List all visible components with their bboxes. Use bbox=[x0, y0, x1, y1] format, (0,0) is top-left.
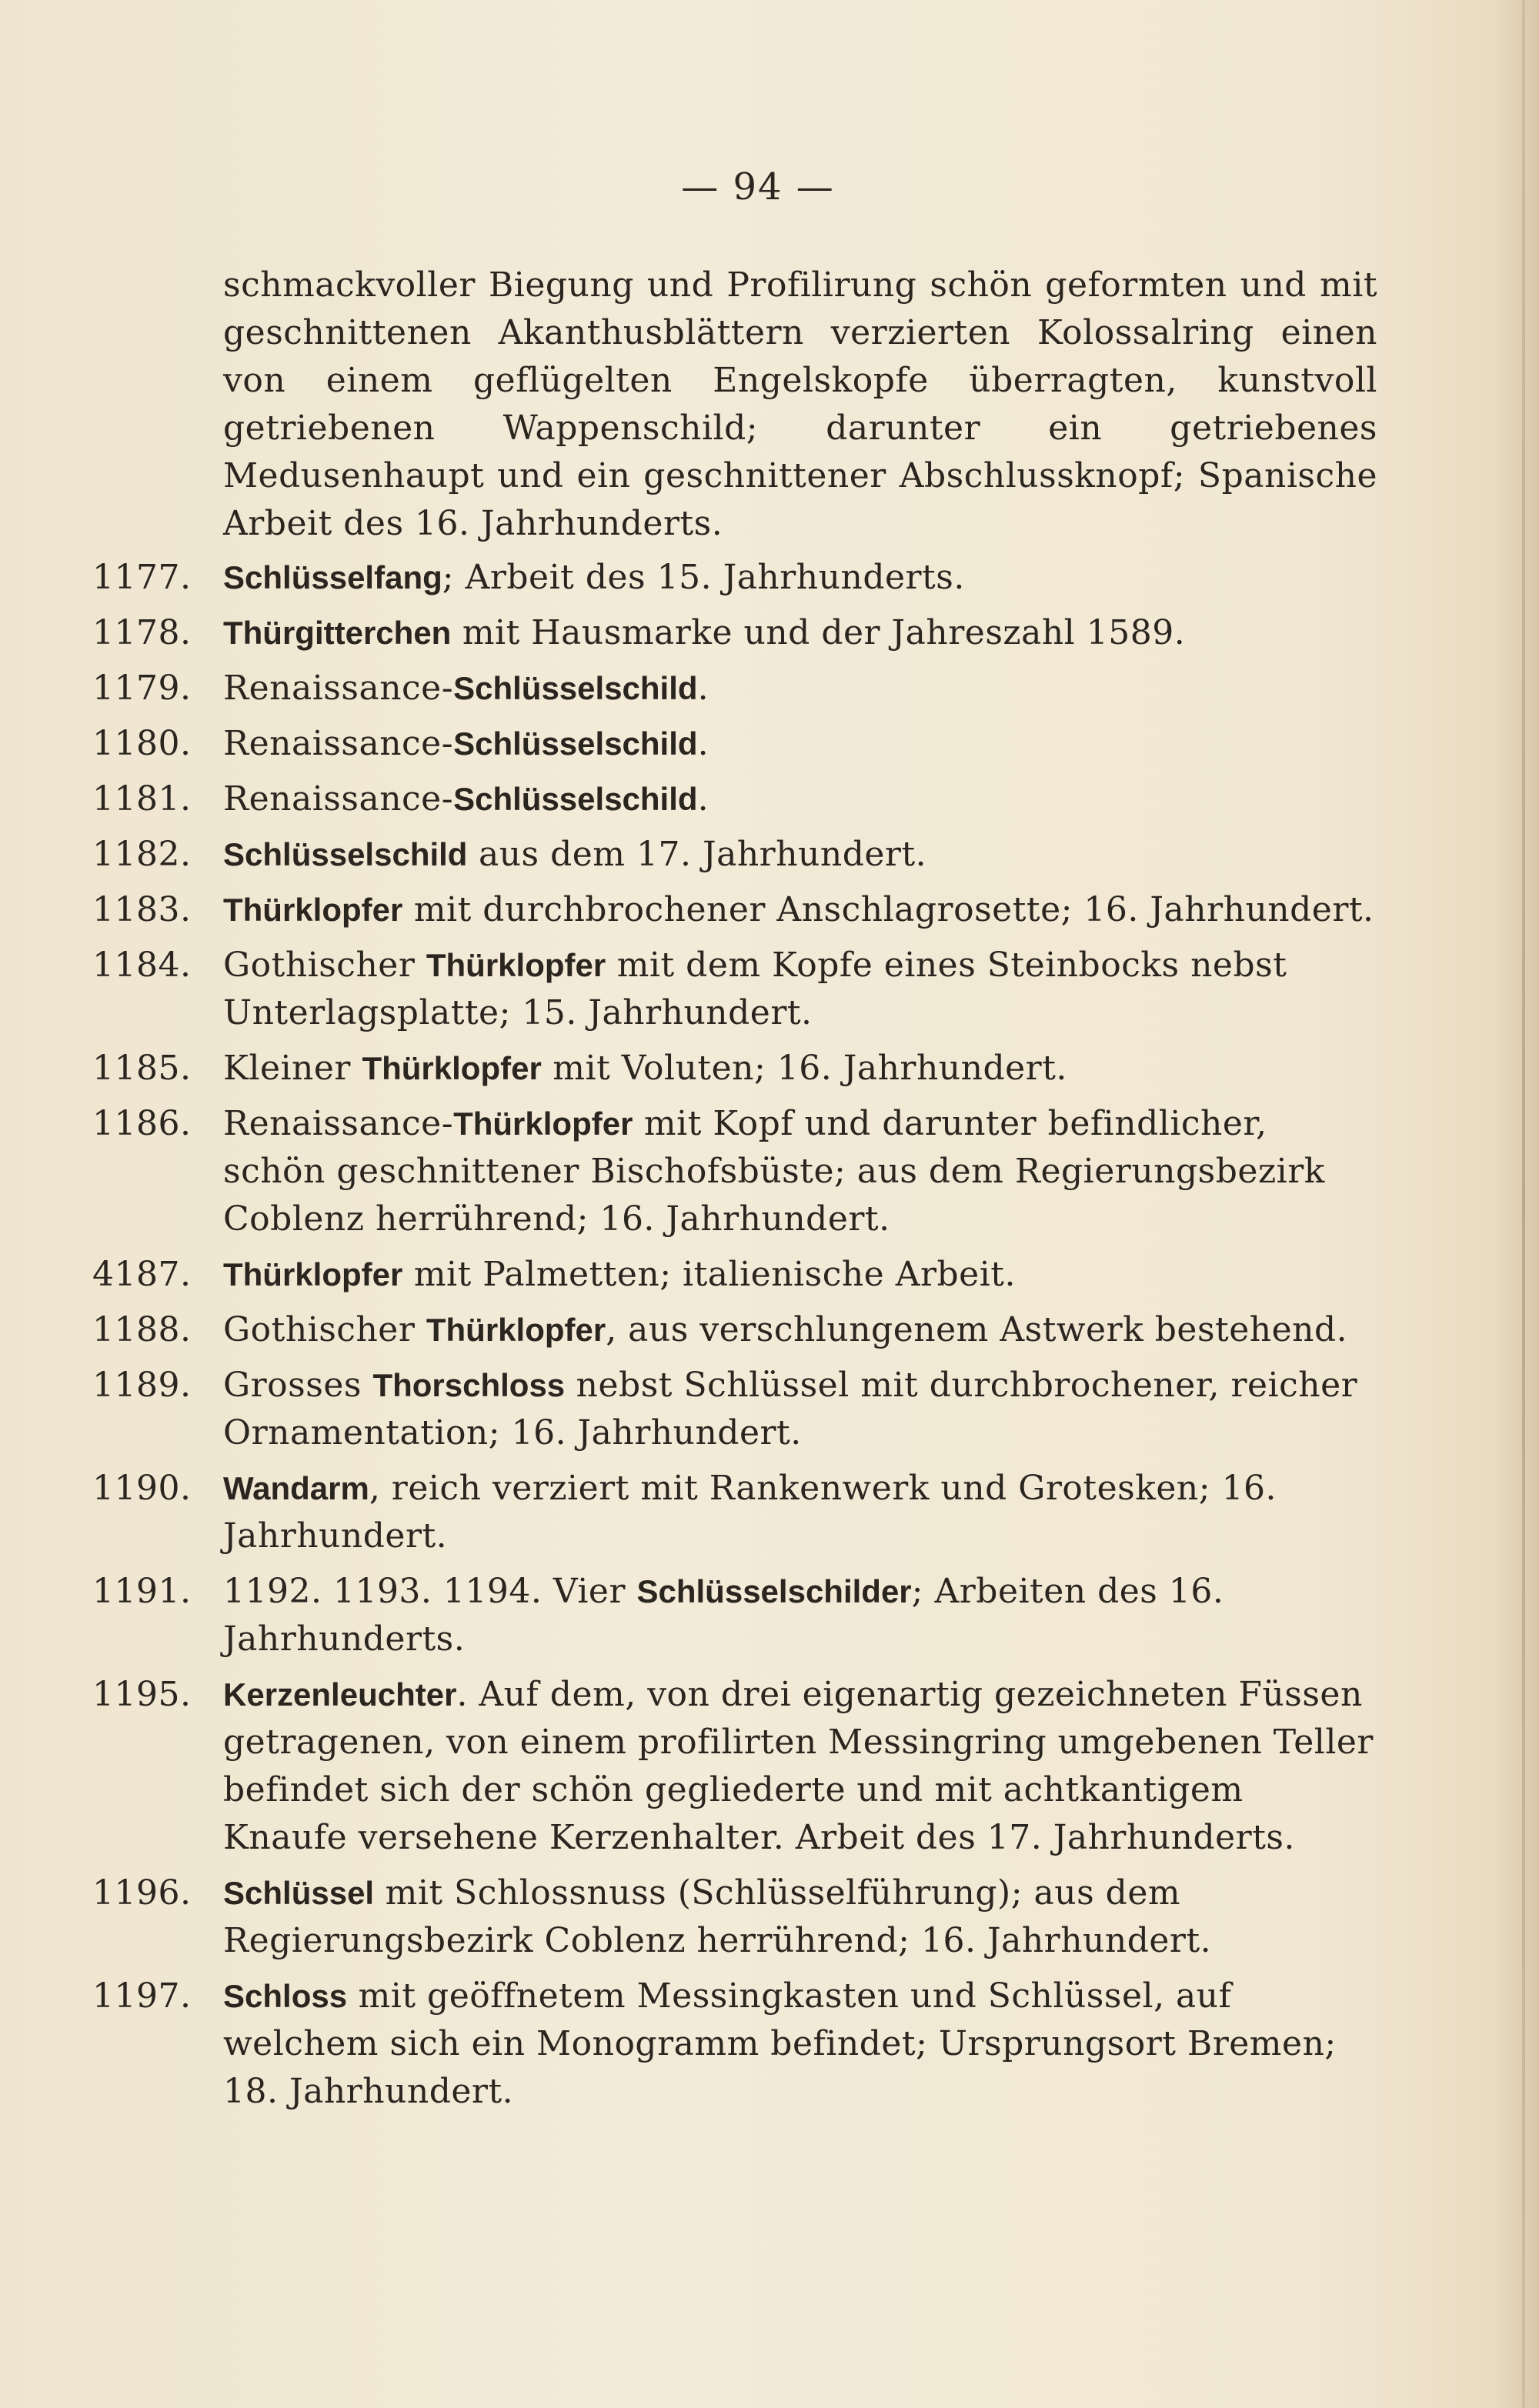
entry-text: mit geöffnetem Messingkasten und Schlüssel, auf welchem sich ein Monogramm befindet; Ursprungsort Bremen; 18. Jahrhundert. bbox=[223, 1976, 1337, 2111]
catalog-entry bbox=[92, 665, 1377, 712]
catalog-entry bbox=[92, 886, 1377, 934]
entry-keyword: Schlüsselfang bbox=[223, 559, 442, 595]
catalog-entry bbox=[92, 942, 1377, 1037]
entry-keyword: Schloss bbox=[223, 1978, 348, 2014]
entry-keyword: Thürklopfer bbox=[223, 1256, 403, 1292]
entry-number: 1190. bbox=[92, 1469, 192, 1508]
page-number: — 94 — bbox=[681, 165, 835, 208]
entry-text: , aus verschlungenem Astwerk bestehend. bbox=[606, 1310, 1348, 1349]
entry-text: ; Arbeit des 15. Jahrhunderts. bbox=[442, 558, 965, 597]
page-body bbox=[92, 262, 1377, 2123]
entry-number: 1182. bbox=[92, 835, 192, 874]
catalog-entry bbox=[92, 1568, 1377, 1663]
entry-number: 4187. bbox=[92, 1255, 192, 1294]
entry-prefix: Renaissance- bbox=[223, 1104, 454, 1143]
entry-keyword: Thürklopfer bbox=[362, 1050, 542, 1086]
entry-number: 1195. bbox=[92, 1675, 192, 1714]
catalog-entry bbox=[92, 1045, 1377, 1092]
continued-paragraph: schmackvoller Biegung und Profilirung schön geformten und mit geschnittenen Akanthusblättern verzierten Kolossalring einen von einem geflügelten Engelskopfe überragten, kunstvoll getriebenen Wappenschild; darunter ein getriebenes Medusenhaupt und ein geschnittener Abschlussknopf; Spanische Arbeit des 16. Jahrhunderts. bbox=[223, 265, 1377, 543]
catalog-entry bbox=[92, 831, 1377, 879]
entry-number: 1179. bbox=[92, 669, 192, 708]
entry-text: mit dem Kopfe eines Steinbocks nebst Unterlagsplatte; 15. Jahrhundert. bbox=[223, 946, 1287, 1032]
catalog-entry bbox=[92, 1362, 1377, 1457]
catalog-entry bbox=[92, 720, 1377, 768]
entry-keyword: Thürklopfer bbox=[453, 1106, 633, 1142]
catalog-entry bbox=[92, 609, 1377, 657]
entry-number: 1177. bbox=[92, 558, 192, 597]
entry-number: 1196. bbox=[92, 1873, 192, 1913]
page-edge-shadow bbox=[1522, 0, 1525, 2408]
entry-text: mit Hausmarke und der Jahreszahl 1589. bbox=[451, 613, 1186, 652]
entry-text: mit Schlossnuss (Schlüsselführung); aus dem Regierungsbezirk Coblenz herrührend; 16. Jahrhundert. bbox=[223, 1873, 1212, 1960]
entry-keyword: Thürklopfer bbox=[223, 892, 403, 928]
entry-text: , reich verziert mit Rankenwerk und Grotesken; 16. Jahrhundert. bbox=[223, 1469, 1277, 1556]
entry-number: 1186. bbox=[92, 1104, 192, 1143]
entry-number: 1189. bbox=[92, 1366, 192, 1405]
catalog-entry bbox=[92, 1100, 1377, 1243]
entry-text: . bbox=[697, 779, 709, 819]
entry-text: . bbox=[697, 724, 709, 763]
entry-prefix: Kleiner bbox=[223, 1049, 362, 1088]
entry-keyword: Thorschloss bbox=[372, 1367, 566, 1403]
entry-number: 1185. bbox=[92, 1049, 192, 1088]
entry-number: 1180. bbox=[92, 724, 192, 763]
entry-text: mit Palmetten; italienische Arbeit. bbox=[402, 1255, 1016, 1294]
entry-keyword: Thürgitterchen bbox=[223, 615, 452, 651]
entry-number: 1197. bbox=[92, 1976, 192, 2016]
entry-text: mit Kopf und darunter befindlicher, schön geschnittener Bischofsbüste; aus dem Regierungsbezirk Coblenz herrührend; 16. Jahrhundert. bbox=[223, 1104, 1325, 1239]
entry-prefix: Renaissance- bbox=[223, 779, 454, 819]
entry-keyword: Schlüsselschild bbox=[453, 670, 698, 706]
entry-keyword: Wandarm bbox=[223, 1470, 369, 1506]
entry-number: 1188. bbox=[92, 1310, 192, 1349]
entry-text: . Auf dem, von drei eigenartig gezeichneten Füssen getragenen, von einem profilirten Messingring umgebenen Teller befindet sich der schön gegliederte und mit achtkantigem Knaufe versehene Kerzenhalter. Arbeit des 17. Jahrhunderts. bbox=[223, 1675, 1374, 1857]
entry-text: . bbox=[697, 669, 709, 708]
entry-prefix: Gothischer bbox=[223, 1310, 426, 1349]
entry-keyword: Schlüsselschild bbox=[453, 725, 698, 762]
entry-keyword: Kerzenleuchter bbox=[223, 1676, 457, 1713]
entry-number: 1191. bbox=[92, 1572, 192, 1611]
entry-keyword: Thürklopfer bbox=[426, 947, 606, 983]
entry-text: aus dem 17. Jahrhundert. bbox=[467, 835, 927, 874]
entry-text: mit Voluten; 16. Jahrhundert. bbox=[541, 1049, 1067, 1088]
entry-prefix: Grosses bbox=[223, 1366, 373, 1405]
entry-number: 1181. bbox=[92, 779, 192, 819]
catalog-entry bbox=[92, 775, 1377, 823]
entry-keyword: Schlüsselschild bbox=[453, 781, 698, 817]
entry-keyword: Schlüssel bbox=[223, 1875, 375, 1911]
entry-number: 1178. bbox=[92, 613, 192, 652]
catalog-entry bbox=[92, 1306, 1377, 1354]
entry-text: mit durchbrochener Anschlagrosette; 16. Jahrhundert. bbox=[402, 890, 1374, 929]
entry-text: nebst Schlüssel mit durchbrochener, reicher Ornamentation; 16. Jahrhundert. bbox=[223, 1366, 1358, 1452]
entry-prefix: Renaissance- bbox=[223, 669, 454, 708]
catalog-entry bbox=[92, 1465, 1377, 1560]
catalog-entry bbox=[92, 1671, 1377, 1862]
entry-number: 1183. bbox=[92, 890, 192, 929]
entry-keyword: Thürklopfer bbox=[426, 1312, 606, 1348]
entry-prefix: Renaissance- bbox=[223, 724, 454, 763]
entry-text: ; Arbeiten des 16. Jahrhunderts. bbox=[223, 1572, 1224, 1659]
entry-prefix: 1192. 1193. 1194. Vier bbox=[223, 1572, 637, 1611]
catalog-entry bbox=[92, 1251, 1377, 1299]
entry-keyword: Schlüsselschilder bbox=[636, 1573, 912, 1609]
entry-keyword: Schlüsselschild bbox=[223, 836, 468, 872]
catalog-entry bbox=[92, 554, 1377, 602]
catalog-entry bbox=[92, 1973, 1377, 2116]
entry-number: 1184. bbox=[92, 946, 192, 985]
entry-prefix: Gothischer bbox=[223, 946, 426, 985]
catalog-entry bbox=[92, 1869, 1377, 1965]
